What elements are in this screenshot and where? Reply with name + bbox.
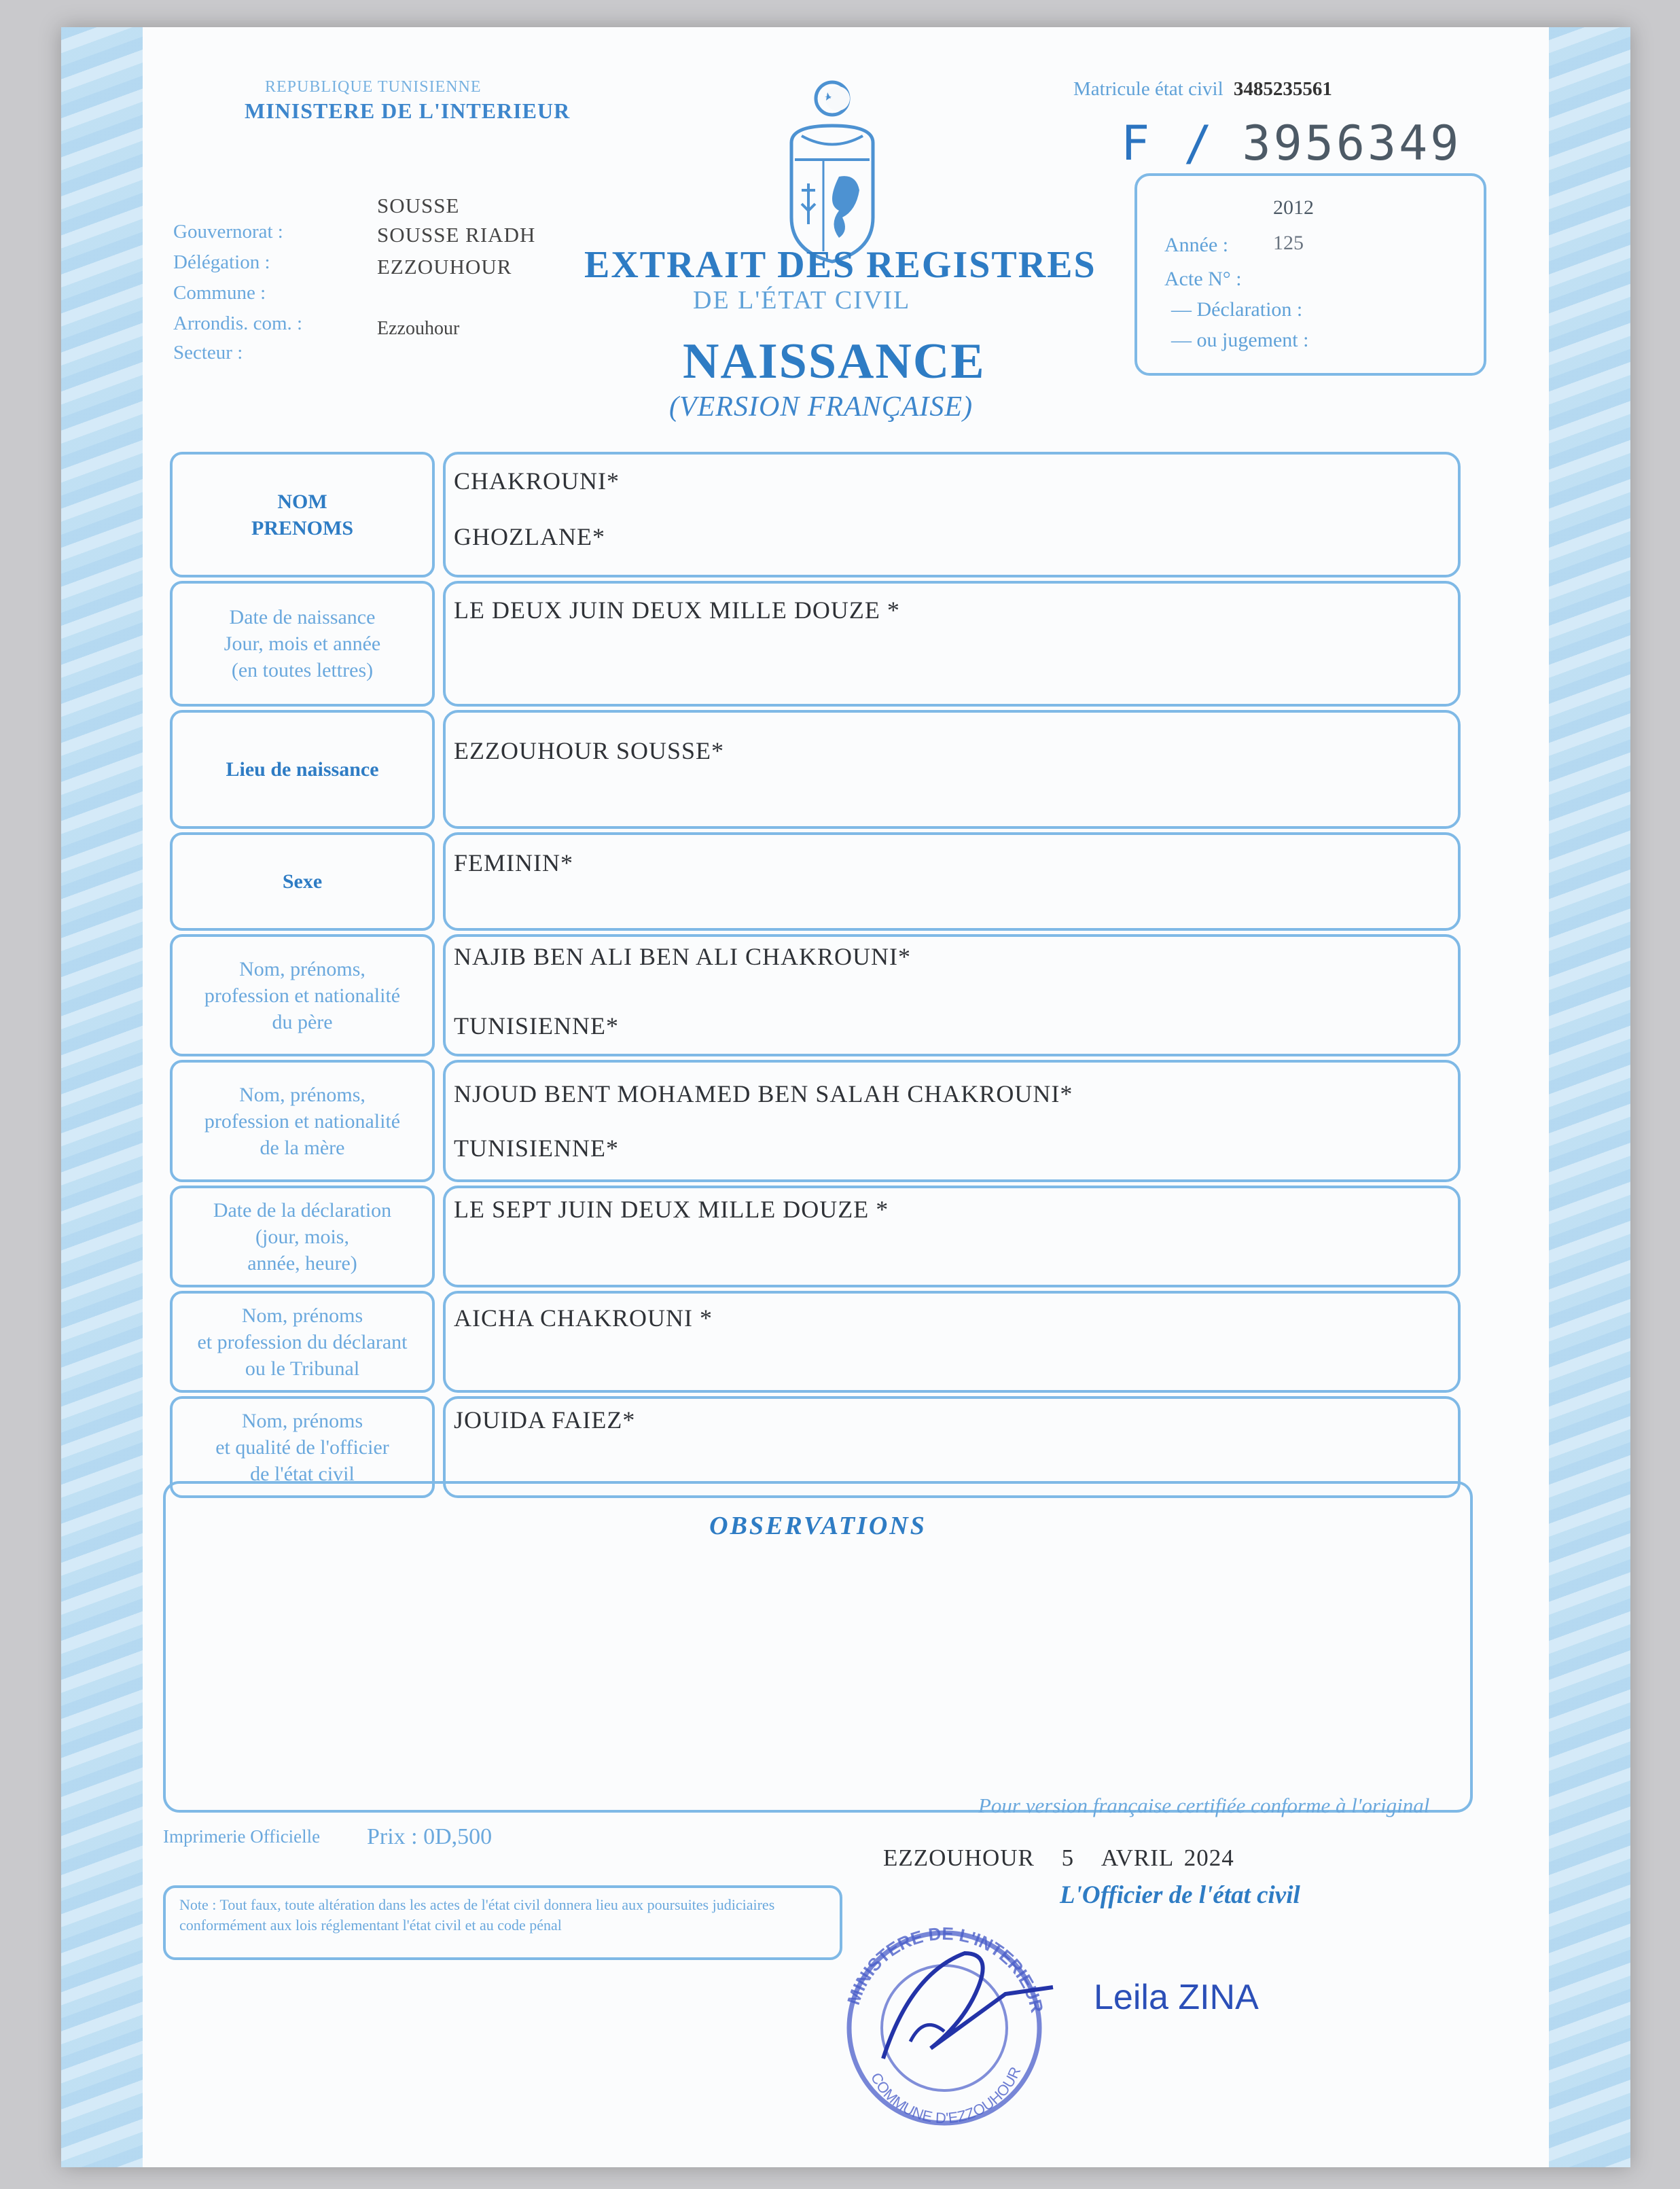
decorative-border-left	[61, 27, 143, 2167]
serial-number	[1121, 115, 1461, 171]
row-label-line: du père	[272, 1010, 333, 1033]
row-label-line: et profession du déclarant	[197, 1330, 408, 1353]
row-label-line: profession et nationalité	[204, 1109, 401, 1133]
row-label-line: (en toutes lettres)	[231, 659, 374, 681]
stamp-bottom-text: COMMUNE D'EZZOUHOUR	[867, 2064, 1024, 2127]
row-label-line: Nom, prénoms	[241, 1409, 363, 1432]
row-label-line: ou le Tribunal	[245, 1357, 360, 1380]
officer-signature-name: Leila ZINA	[1094, 1978, 1259, 2017]
gouvernorat-value: SOUSSE	[377, 194, 460, 217]
acte-label: Acte N° :	[1164, 268, 1242, 290]
row-label-line: de l'état civil	[250, 1462, 355, 1485]
row-value: AICHA CHAKROUNI *	[454, 1304, 713, 1332]
secteur-label: Secteur :	[173, 342, 243, 363]
row-label	[170, 581, 435, 707]
republic-header: REPUBLIQUE TUNISIENNE	[265, 78, 482, 96]
row-label	[170, 832, 435, 931]
record-row-date-de-naissance	[170, 581, 1461, 707]
row-label	[170, 1186, 435, 1287]
row-label-line: Sexe	[282, 870, 323, 893]
record-row-sexe	[170, 832, 1461, 931]
row-label	[170, 710, 435, 829]
gouvernorat-label: Gouvernorat :	[173, 221, 283, 243]
delegation-value: SOUSSE RIADH	[377, 223, 536, 247]
observations-box	[163, 1481, 1473, 1813]
svg-text:MINISTERE DE L'INTERIEUR	[843, 1923, 1048, 2015]
document-subtitle: DE L'ÉTAT CIVIL	[693, 286, 911, 315]
record-row-lieu-de-naissance	[170, 710, 1461, 829]
commune-label: Commune :	[173, 282, 266, 304]
row-label	[170, 1060, 435, 1182]
row-label-line: Date de la déclaration	[213, 1198, 392, 1222]
row-value: GHOZLANE*	[454, 523, 605, 550]
row-label	[170, 1291, 435, 1393]
arrondis-label: Arrondis. com. :	[173, 313, 303, 334]
annee-value: 2012	[1273, 196, 1314, 219]
commune-value: EZZOUHOUR	[377, 255, 512, 279]
row-value: JOUIDA FAIEZ*	[454, 1406, 636, 1434]
document-paper	[61, 27, 1630, 2167]
row-label-line: Nom, prénoms,	[239, 957, 365, 980]
record-row-nom-prenoms	[170, 934, 1461, 1056]
row-label-line: PRENOMS	[251, 516, 353, 539]
row-value-box	[443, 452, 1461, 577]
observations-title: OBSERVATIONS	[709, 1512, 927, 1540]
matricule-line	[1073, 78, 1332, 101]
row-value-box	[443, 1186, 1461, 1287]
row-value-box	[443, 581, 1461, 707]
row-label-line: Nom, prénoms,	[239, 1083, 365, 1106]
row-label	[170, 452, 435, 577]
jugement-label: — ou jugement :	[1171, 329, 1309, 351]
arrondis-value: Ezzouhour	[377, 318, 460, 339]
row-value: TUNISIENNE*	[454, 1012, 619, 1039]
row-value-box	[443, 832, 1461, 931]
row-value: FEMININ*	[454, 849, 573, 876]
row-value-box	[443, 1291, 1461, 1393]
delegation-label: Délégation :	[173, 251, 270, 273]
issue-day: 5	[1061, 1845, 1075, 1871]
issue-place: EZZOUHOUR	[883, 1845, 1035, 1871]
issue-month-year: AVRIL 2024	[1101, 1845, 1234, 1871]
annee-label: Année :	[1164, 234, 1229, 256]
row-label-line: de la mère	[260, 1136, 345, 1159]
row-label-line: Date de naissance	[229, 606, 376, 628]
row-label-line: NOM	[277, 490, 327, 513]
document-type: NAISSANCE	[683, 334, 986, 389]
svg-text:COMMUNE D'EZZOUHOUR	[868, 2064, 1024, 2126]
row-value-box	[443, 710, 1461, 829]
record-row-nom-prenoms	[170, 1060, 1461, 1182]
row-label-line: Nom, prénoms	[241, 1304, 363, 1327]
tunisia-coat-of-arms-emblem	[774, 68, 890, 265]
row-label-line: Jour, mois et année	[224, 633, 381, 655]
row-label	[170, 934, 435, 1056]
stamp-top-text: MINISTERE DE L'INTERIEUR	[842, 1923, 1048, 2015]
row-label-line: année, heure)	[247, 1251, 357, 1275]
serial-prefix: F /	[1121, 115, 1215, 171]
version-label: (VERSION FRANÇAISE)	[669, 391, 973, 423]
row-label-line: Lieu de naissance	[226, 758, 379, 781]
row-value: LE SEPT JUIN DEUX MILLE DOUZE *	[454, 1196, 889, 1223]
official-stamp	[829, 1912, 1060, 2130]
ministry-header: MINISTERE DE L'INTERIEUR	[245, 99, 571, 123]
row-value-box	[443, 934, 1461, 1056]
record-row-nom	[170, 452, 1461, 577]
acte-value: 125	[1273, 232, 1304, 254]
decorative-border-right	[1549, 27, 1630, 2167]
serial-value: 3956349	[1242, 115, 1462, 171]
row-value: LE DEUX JUIN DEUX MILLE DOUZE *	[454, 597, 900, 624]
row-value: TUNISIENNE*	[454, 1135, 619, 1162]
row-value: EZZOUHOUR SOUSSE*	[454, 737, 725, 764]
matricule-label: Matricule état civil	[1073, 78, 1223, 100]
certified-statement: Pour version française certifiée conforme à l'original	[978, 1794, 1430, 1817]
row-value: NAJIB BEN ALI BEN ALI CHAKROUNI*	[454, 943, 911, 970]
row-value: NJOUD BENT MOHAMED BEN SALAH CHAKROUNI*	[454, 1080, 1073, 1107]
record-row-nom-prenoms	[170, 1291, 1461, 1393]
record-row-date-de-la-declaration	[170, 1186, 1461, 1287]
imprimerie-label: Imprimerie Officielle	[163, 1826, 321, 1847]
issue-place-date	[883, 1845, 1234, 1872]
legal-note: Note : Tout faux, toute altération dans les actes de l'état civil donnera lieu aux poursuites judiciaires conformément aux lois réglementant l'état civil et au code pénal	[163, 1885, 842, 1960]
row-label-line: et qualité de l'officier	[215, 1436, 389, 1459]
declaration-label: — Déclaration :	[1171, 298, 1303, 321]
matricule-value: 3485235561	[1233, 78, 1332, 100]
price-label: Prix : 0D,500	[367, 1824, 493, 1849]
document-title: EXTRAIT DES REGISTRES	[584, 244, 1096, 286]
row-value: CHAKROUNI*	[454, 467, 620, 495]
row-value-box	[443, 1060, 1461, 1182]
row-label-line: profession et nationalité	[204, 984, 401, 1007]
officer-title: L'Officier de l'état civil	[1060, 1881, 1300, 1909]
row-label-line: (jour, mois,	[255, 1225, 349, 1248]
acte-box	[1134, 173, 1486, 376]
